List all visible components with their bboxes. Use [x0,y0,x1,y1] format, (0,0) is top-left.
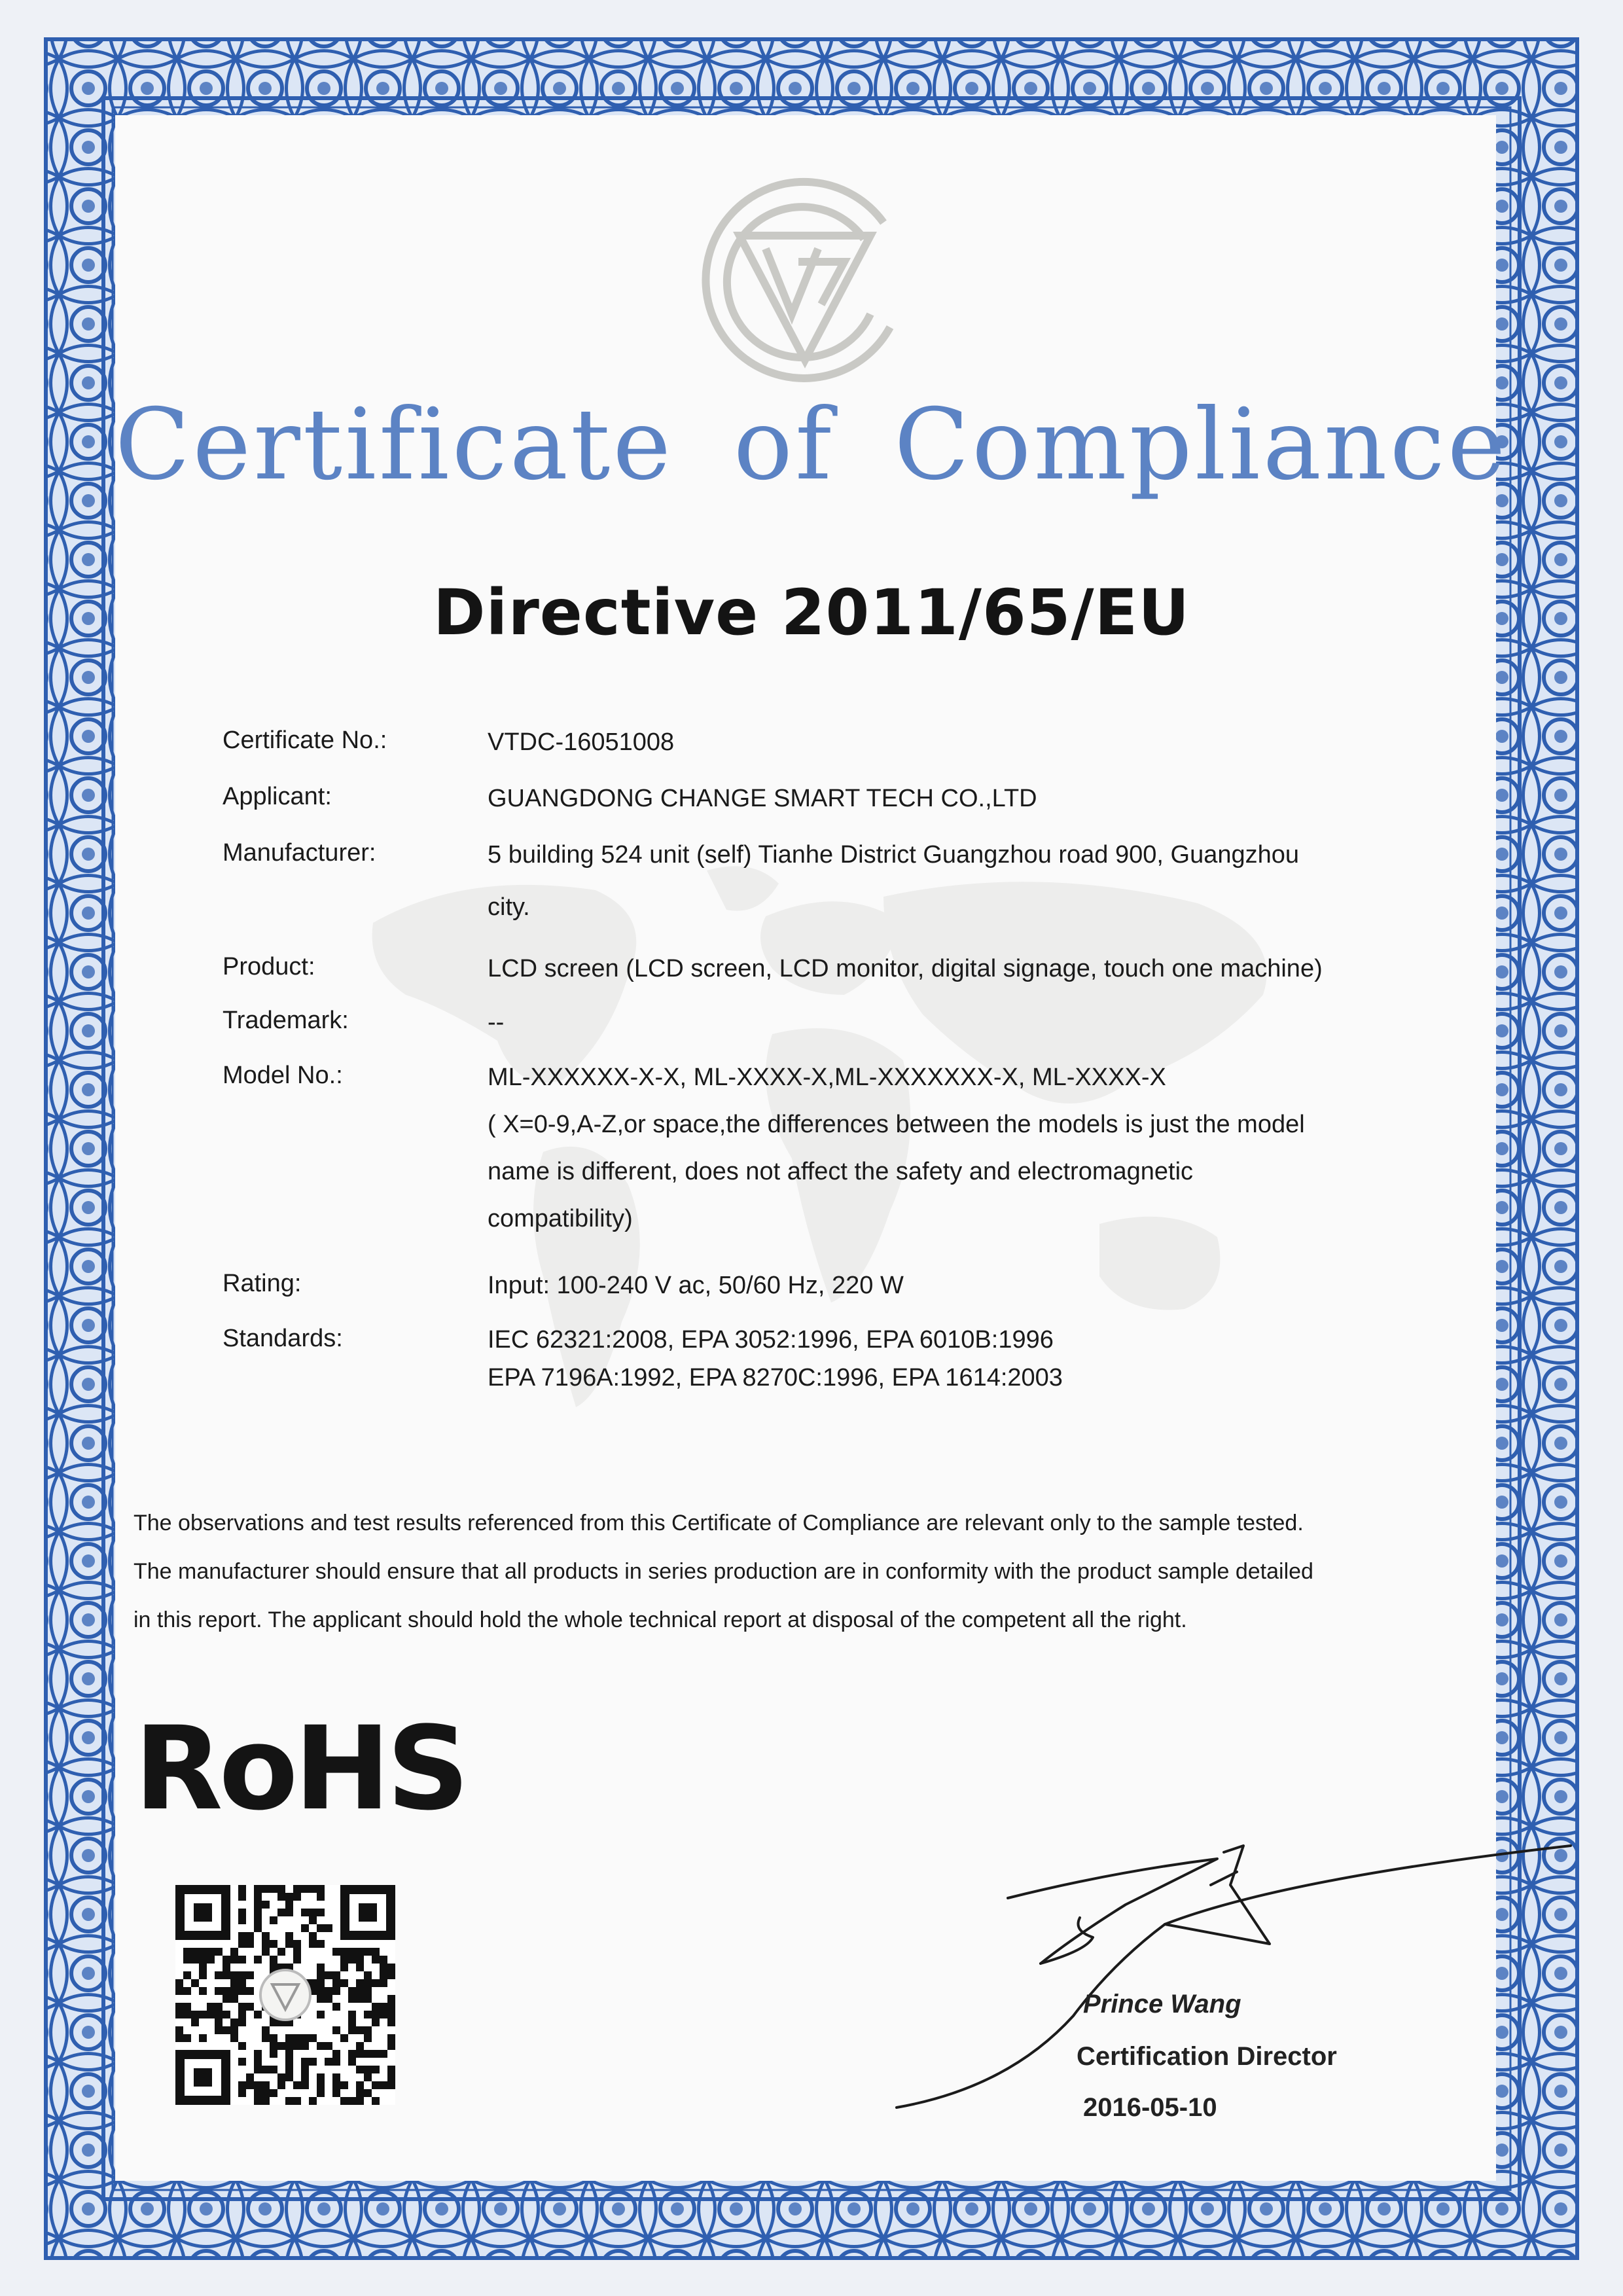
qr-module [262,1932,270,1940]
qr-module [372,2050,380,2058]
qr-module [183,2003,191,2011]
qr-module [199,1956,207,1964]
qr-module [372,2066,380,2073]
qr-module [325,1971,332,1979]
qr-module [387,2011,395,2018]
qr-module [215,2018,223,2026]
qr-module [270,2050,277,2058]
qr-module [191,1948,199,1956]
qr-module [199,1964,207,1971]
qr-module [270,2018,277,2026]
qr-module [332,2003,340,2011]
qr-module [325,1987,332,1995]
qr-module [238,1932,246,1940]
qr-module [332,1987,340,1995]
qr-module [348,2097,356,2105]
qr-module [332,1979,340,1987]
qr-module [356,1956,364,1964]
qr-module [372,1956,380,1964]
qr-module [270,1940,277,1948]
qr-module [285,2058,293,2066]
field-label: Model No.: [223,1062,343,1089]
qr-module [380,2011,387,2018]
qr-module [356,2089,364,2097]
qr-module [270,1956,277,1964]
qr-module [340,1964,348,1971]
qr-module [317,1995,325,2003]
qr-module [372,2018,380,2026]
model-line: name is different, does not affect the safety and electromagnetic [488,1158,1194,1185]
qr-module [301,2042,309,2050]
qr-module [293,1885,301,1893]
qr-module [207,1948,215,1956]
qr-module [254,2011,262,2018]
qr-module [254,1916,262,1924]
qr-module [301,2058,309,2066]
qr-module [340,2081,348,2089]
qr-module [325,2042,332,2050]
qr-module [246,1932,254,1940]
qr-module [175,1987,183,1995]
qr-module [317,2042,325,2050]
qr-module [293,1956,301,1964]
qr-module [317,2073,325,2081]
qr-module [270,1964,277,1971]
qr-module [372,2097,380,2105]
qr-module [230,1948,238,1956]
qr-module [356,2066,364,2073]
qr-module [215,1971,223,1979]
qr-module [238,1956,246,1964]
qr-module [230,2026,238,2034]
qr-module [262,2034,270,2042]
qr-module [270,2042,277,2050]
qr-module [207,1956,215,1964]
qr-module [372,1948,380,1956]
qr-module [199,2011,207,2018]
qr-module [270,1885,277,1893]
qr-module [293,2034,301,2042]
model-line: ( X=0-9,A-Z,or space,the differences between the models is just the model [488,1111,1305,1138]
qr-module [348,1995,356,2003]
qr-module [348,2050,356,2058]
qr-module [309,1909,317,1916]
qr-module [348,2058,356,2066]
qr-module [285,1909,293,1916]
qr-module [293,2097,301,2105]
qr-module [364,2034,372,2042]
qr-module [191,2011,199,2018]
qr-module [238,2058,246,2066]
qr-module [277,2042,285,2050]
qr-module [238,1979,246,1987]
qr-module [277,1893,285,1901]
qr-module [317,2081,325,2089]
qr-module [348,1956,356,1964]
qr-module [364,2050,372,2058]
qr-module [254,1893,262,1901]
qr-module [262,2066,270,2073]
qr-module [254,1924,262,1932]
qr-module [301,1924,309,1932]
qr-module [387,2003,395,2011]
qr-module [332,2058,340,2066]
qr-module [246,2073,254,2081]
qr-module [207,2003,215,2011]
qr-module [223,2026,230,2034]
qr-module [387,1964,395,1971]
qr-module [387,2081,395,2089]
qr-module [230,1971,238,1979]
qr-module [380,2081,387,2089]
rohs-mark: RoHS [134,1702,466,1836]
qr-module [230,2018,238,2026]
qr-module [364,1995,372,2003]
qr-module [254,2097,262,2105]
qr-module [175,2034,183,2042]
qr-module [230,1995,238,2003]
field-value: Input: 100-240 V ac, 50/60 Hz, 220 W [488,1272,904,1299]
qr-module [364,1971,372,1979]
qr-module [332,2089,340,2097]
qr-module [301,2081,309,2089]
qr-module [387,2018,395,2026]
qr-module [317,2089,325,2097]
qr-module [293,1948,301,1956]
qr-module [364,1979,372,1987]
field-label: Manufacturer: [223,839,376,867]
qr-module [309,2034,317,2042]
qr-module [223,1956,230,1964]
qr-module [199,1987,207,1995]
model-line: ML-XXXXXX-X-X, ML-XXXX-X,ML-XXXXXXX-X, ML-XXXX-X [488,1064,1166,1091]
qr-module [238,2042,246,2050]
qr-module [246,1987,254,1995]
qr-module [332,2050,340,2058]
qr-module [238,2089,246,2097]
qr-module [309,1932,317,1940]
qr-module [175,2003,183,2011]
qr-module [199,1971,207,1979]
qr-module [301,1885,309,1893]
qr-module [285,1932,293,1940]
certificate-title: Certificate of Compliance [115,388,1508,502]
qr-module [309,2097,317,2105]
qr-module [262,1885,270,1893]
qr-module [309,1979,317,1987]
qr-module [230,1987,238,1995]
qr-module [285,2073,293,2081]
qr-module [332,1948,340,1956]
qr-module [285,2042,293,2050]
qr-module [387,1995,395,2003]
qr-module [285,1940,293,1948]
qr-module [238,1940,246,1948]
qr-module [356,2081,364,2089]
qr-module [380,2003,387,2011]
qr-module [309,1940,317,1948]
qr-module [223,1971,230,1979]
qr-module [293,2042,301,2050]
field-label: Trademark: [223,1007,349,1034]
certification-emblem-logo [687,164,923,399]
qr-module [215,1987,223,1995]
qr-module [277,2081,285,2089]
field-value [488,1321,1436,1397]
qr-module [223,1995,230,2003]
qr-module [262,2097,270,2105]
field-value: VTDC-16051008 [488,728,675,756]
qr-module [309,1885,317,1893]
qr-module [262,1948,270,1956]
qr-module [364,2073,372,2081]
qr-module [262,2089,270,2097]
qr-module [285,1901,293,1909]
qr-module [277,1885,285,1893]
qr-module [317,1909,325,1916]
qr-module [309,1916,317,1924]
qr-module [317,1940,325,1948]
qr-module [348,2026,356,2034]
qr-module [254,2066,262,2073]
qr-module [223,2011,230,2018]
qr-module [246,2081,254,2089]
qr-module [254,1956,262,1964]
qr-module [238,1987,246,1995]
qr-module [254,1901,262,1909]
qr-module [380,1971,387,1979]
qr-module [277,1909,285,1916]
qr-module [325,1995,332,2003]
standards-line: EPA 7196A:1992, EPA 8270C:1996, EPA 1614:2003 [488,1364,1063,1391]
qr-module [277,1948,285,1956]
manufacturer-line: 5 building 524 unit (self) Tianhe District Guangzhou road 900, Guangzhou [488,841,1300,869]
qr-module [348,1948,356,1956]
qr-module [246,1971,254,1979]
qr-module [223,1987,230,1995]
qr-module [317,2011,325,2018]
qr-module [262,1901,270,1909]
qr-module [215,2011,223,2018]
qr-module [356,2026,364,2034]
qr-module [191,1956,199,1964]
qr-module [387,2042,395,2050]
field-label: Standards: [223,1325,343,1352]
qr-module [238,2003,246,2011]
signatory-title: Certification Director [1077,2042,1337,2071]
qr-module [387,1971,395,1979]
qr-module [317,1987,325,1995]
qr-module [356,2050,364,2058]
qr-module [340,1948,348,1956]
qr-module [293,2081,301,2089]
qr-module [238,1893,246,1901]
qr-module [301,1909,309,1916]
qr-module [285,1893,293,1901]
qr-module [230,2034,238,2042]
qr-module [387,2066,395,2073]
field-value: GUANGDONG CHANGE SMART TECH CO.,LTD [488,785,1037,812]
disclaimer-line: in this report. The applicant should hold the whole technical report at disposal of the competent all the right. [134,1607,1187,1632]
qr-module [207,2011,215,2018]
qr-module [348,2011,356,2018]
qr-module [325,2058,332,2066]
qr-module [301,2034,309,2042]
qr-module [364,1948,372,1956]
field-value [488,829,1436,933]
qr-module [317,1964,325,1971]
qr-module [246,2003,254,2011]
qr-module [215,1948,223,1956]
qr-code [175,1885,395,2105]
qr-module [254,1885,262,1893]
qr-module [309,2058,317,2066]
qr-module [348,2018,356,2026]
standards-line: IEC 62321:2008, EPA 3052:1996, EPA 6010B:1996 [488,1326,1054,1354]
qr-module [183,1971,191,1979]
qr-module [183,1956,191,1964]
directive-heading: Directive 2011/65/EU [433,576,1190,649]
qr-module [199,1948,207,1956]
issue-date: 2016-05-10 [1083,2093,1217,2122]
qr-module [175,2026,183,2034]
qr-module [364,2011,372,2018]
qr-module [387,2034,395,2042]
qr-module [356,1948,364,1956]
qr-module [270,2089,277,2097]
qr-module [364,2089,372,2097]
qr-module [223,1964,230,1971]
qr-module [356,1964,364,1971]
field-label: Certificate No.: [223,726,387,754]
qr-module [238,1971,246,1979]
qr-module [372,2003,380,2011]
qr-module [254,2081,262,2089]
qr-module [215,2003,223,2011]
field-value: LCD screen (LCD screen, LCD monitor, digital signage, touch one machine) [488,955,1323,982]
qr-module [356,1979,364,1987]
field-value [488,1054,1436,1242]
qr-module [238,1909,246,1916]
field-label: Applicant: [223,783,332,810]
qr-module [372,2011,380,2018]
qr-module [301,2066,309,2073]
qr-module [372,1979,380,1987]
qr-module [380,1964,387,1971]
qr-module [238,2011,246,2018]
qr-module [332,2081,340,2089]
qr-module [356,2097,364,2105]
qr-module [238,2018,246,2026]
qr-module [230,1956,238,1964]
qr-module [285,2066,293,2073]
qr-module [372,2081,380,2089]
qr-module [340,1979,348,1987]
qr-module [238,1916,246,1924]
qr-module [246,1940,254,1948]
qr-module [332,2073,340,2081]
qr-module [364,2026,372,2034]
qr-module [270,2034,277,2042]
qr-module [356,1995,364,2003]
qr-module [293,1940,301,1948]
qr-module [348,1987,356,1995]
field-label: Rating: [223,1270,302,1297]
qr-module [270,2066,277,2073]
qr-module [340,2097,348,2105]
qr-module [340,2034,348,2042]
qr-module [332,1971,340,1979]
qr-module [254,2050,262,2058]
model-line: compatibility) [488,1205,633,1232]
qr-module [183,1987,191,1995]
qr-module [332,2026,340,2034]
qr-module [254,1909,262,1916]
signature-drawing [877,1833,1584,2134]
qr-module [301,2073,309,2081]
disclaimer-text [134,1499,1442,1644]
qr-module [183,2011,191,2018]
qr-module [317,1971,325,1979]
qr-module [380,1956,387,1964]
qr-module [183,2034,191,2042]
qr-module [285,2050,293,2058]
qr-module [293,1893,301,1901]
qr-module [183,1948,191,1956]
qr-module [364,1987,372,1995]
disclaimer-line: The observations and test results referenced from this Certificate of Compliance are relevant only to the sample tested. [134,1511,1304,1535]
qr-module [262,2081,270,2089]
qr-module [317,1979,325,1987]
qr-module [325,1924,332,1932]
qr-module [262,2026,270,2034]
qr-module [254,2058,262,2066]
qr-module [364,2066,372,2073]
qr-module [356,2042,364,2050]
disclaimer-line: The manufacturer should ensure that all products in series production are in conformity with the product sample detailed [134,1559,1313,1584]
qr-module [285,2097,293,2105]
signatory-name: Prince Wang [1083,1990,1241,2018]
qr-module [387,2073,395,2081]
qr-module [215,2026,223,2034]
qr-module [230,1979,238,1987]
qr-module [199,2034,207,2042]
qr-module [317,1924,325,1932]
qr-module [380,1979,387,1987]
qr-module [175,1979,183,1987]
manufacturer-line: city. [488,893,530,921]
qr-module [317,1885,325,1893]
field-label: Product: [223,953,315,980]
qr-module [270,1916,277,1924]
qr-module [317,1893,325,1901]
qr-module [380,2050,387,2058]
qr-module [238,2081,246,2089]
qr-module [356,1987,364,1995]
field-value: -- [488,1009,505,1036]
qr-module [277,2073,285,2081]
qr-module [238,1885,246,1893]
qr-module [175,2011,183,2018]
qr-module [262,1940,270,1948]
qr-module [340,1956,348,1964]
qr-module [191,1979,199,1987]
qr-module [191,2018,199,2026]
qr-module [285,2034,293,2042]
qr-module [254,2089,262,2097]
